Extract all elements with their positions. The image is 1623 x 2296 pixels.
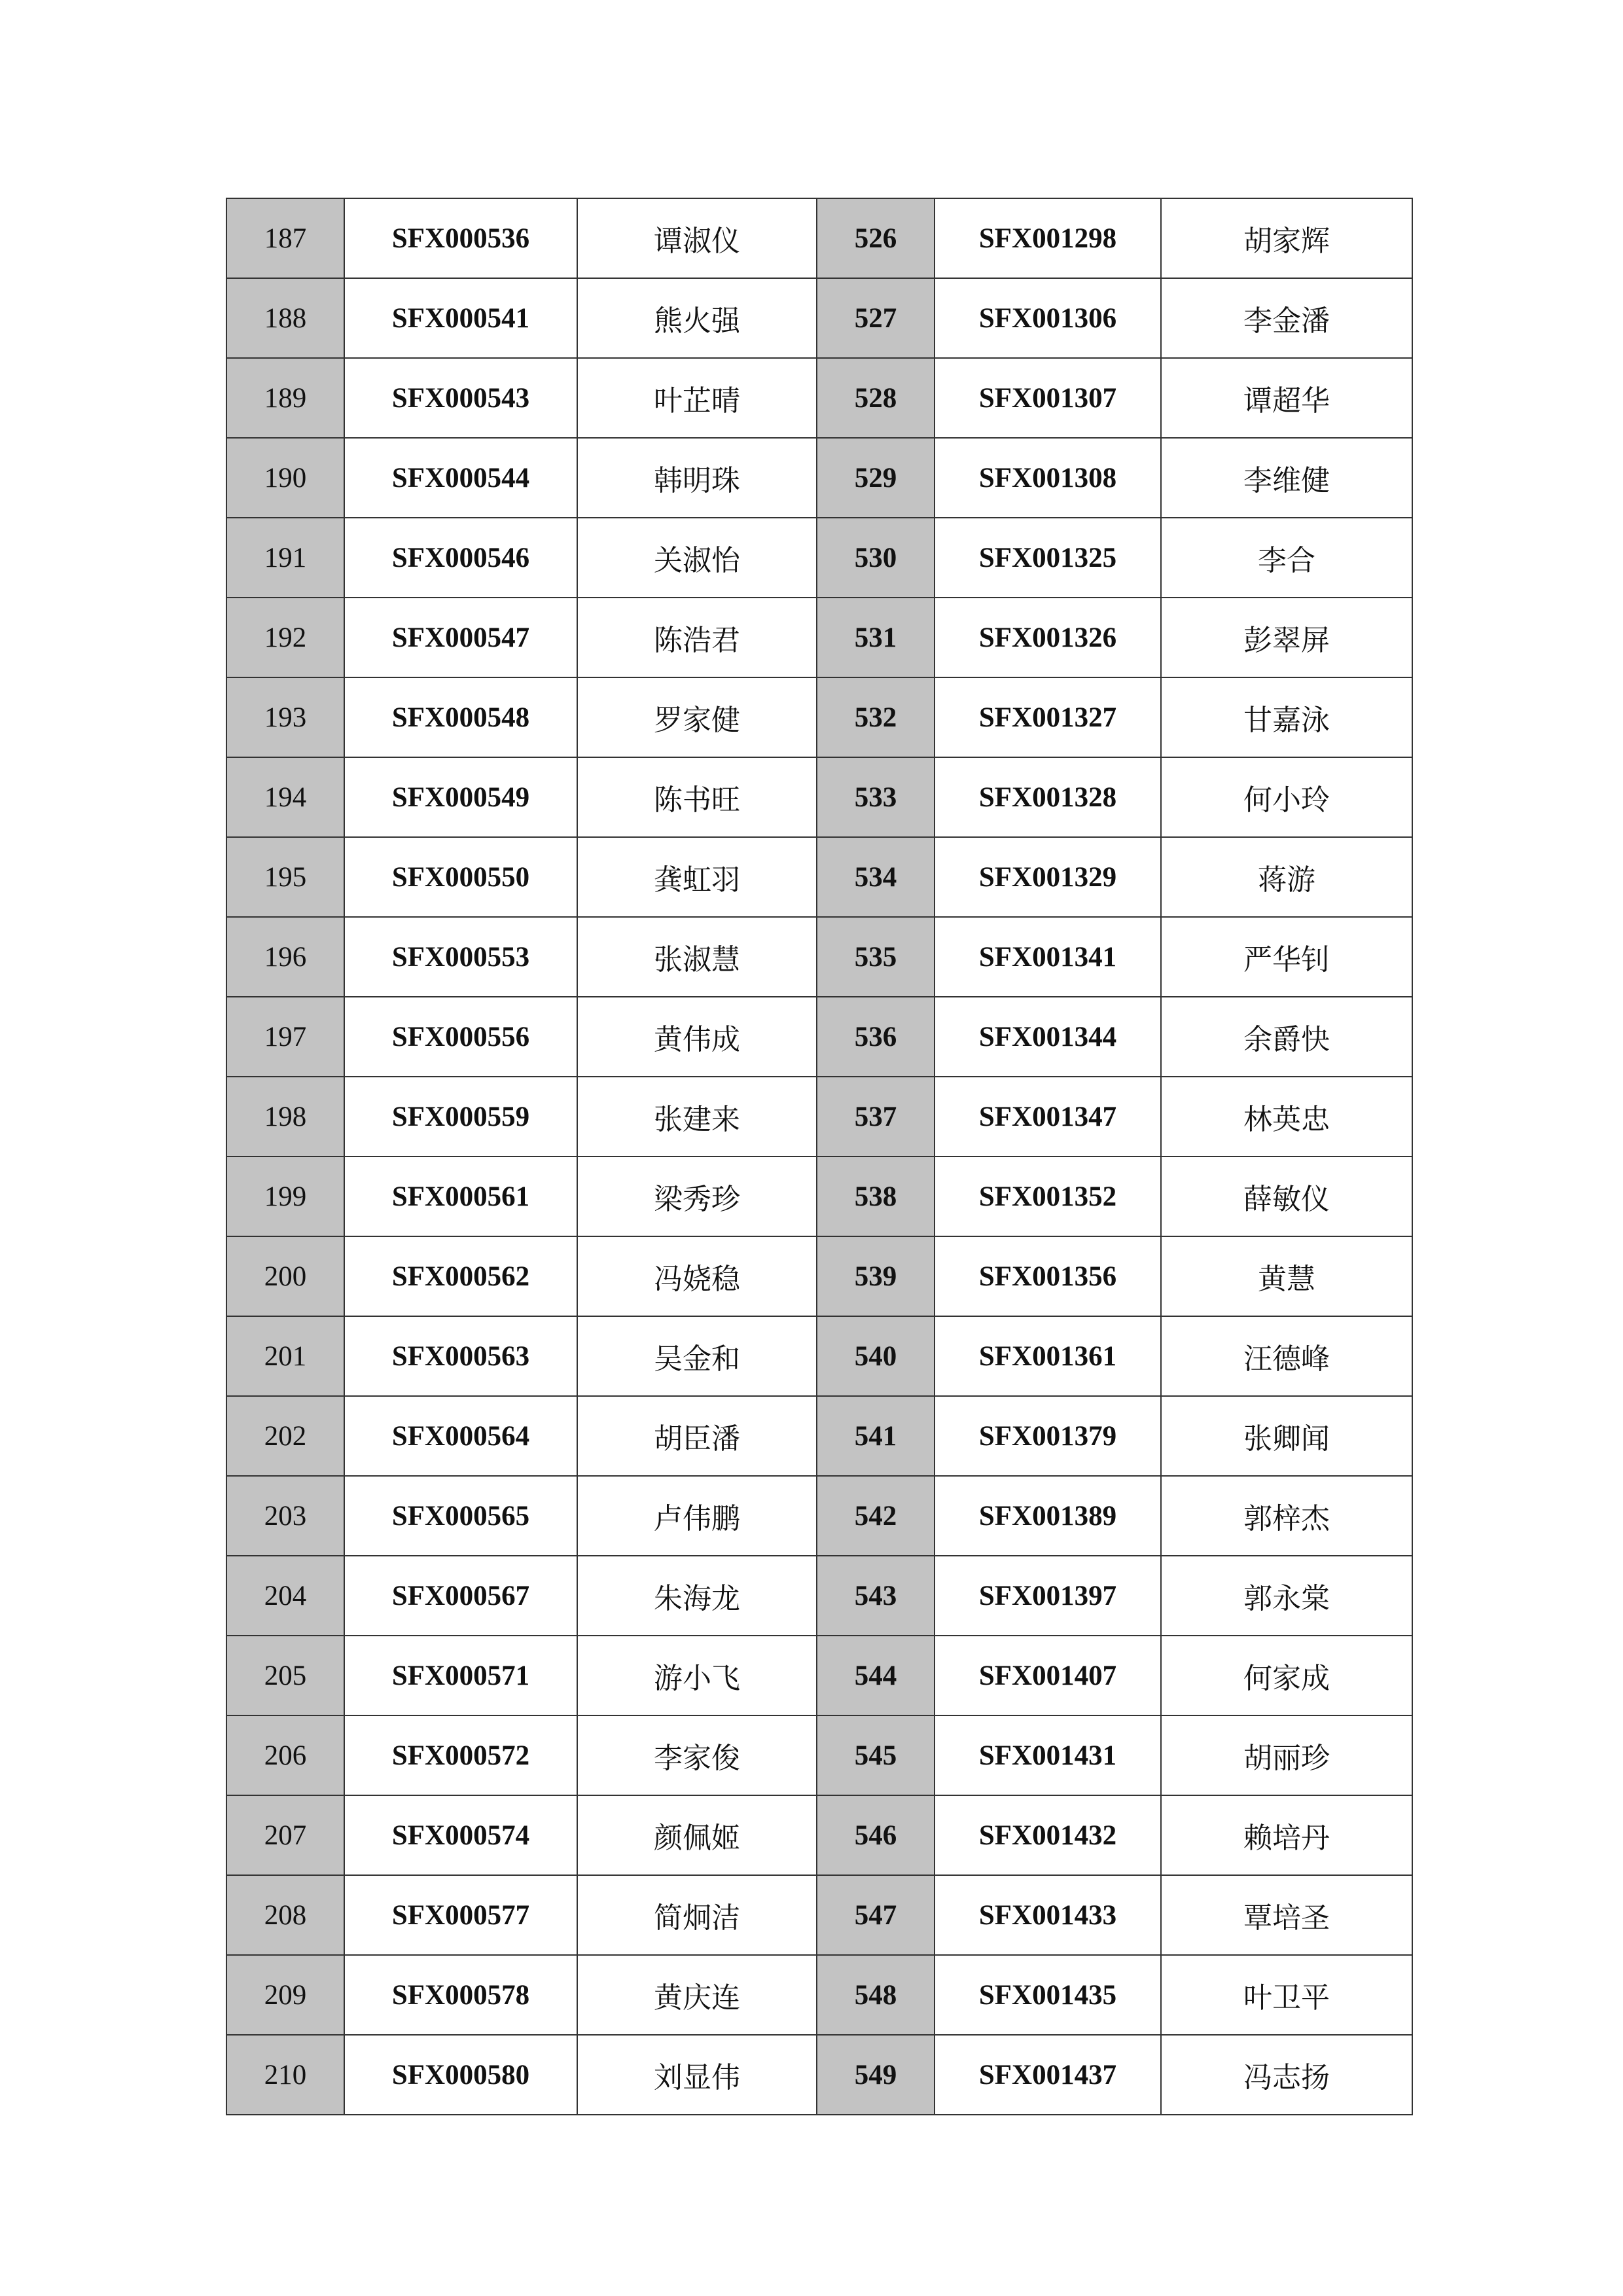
right-index-cell: 541: [817, 1396, 935, 1476]
left-code-cell: SFX000546: [344, 518, 577, 598]
right-index-cell: 544: [817, 1636, 935, 1715]
left-name-cell: 叶芷晴: [577, 358, 817, 438]
right-name-cell: 郭永棠: [1161, 1556, 1412, 1636]
right-code-cell: SFX001407: [935, 1636, 1161, 1715]
right-code-cell: SFX001308: [935, 438, 1161, 518]
left-name-cell: 朱海龙: [577, 1556, 817, 1636]
right-code-cell: SFX001352: [935, 1157, 1161, 1236]
left-name-cell: 卢伟鹏: [577, 1476, 817, 1556]
left-name-cell: 陈书旺: [577, 757, 817, 837]
table-row: [226, 2035, 1412, 2115]
left-index-cell: 200: [226, 1236, 344, 1316]
left-index-cell: 202: [226, 1396, 344, 1476]
left-name-cell: 张淑慧: [577, 917, 817, 997]
right-name-cell: 何小玲: [1161, 757, 1412, 837]
left-code-cell: SFX000578: [344, 1955, 577, 2035]
left-index-cell: 190: [226, 438, 344, 518]
table-row: [226, 1556, 1412, 1636]
table-row: [226, 1316, 1412, 1396]
roster-table: [226, 198, 1413, 2115]
right-index-cell: 548: [817, 1955, 935, 2035]
left-code-cell: SFX000563: [344, 1316, 577, 1396]
right-index-cell: 549: [817, 2035, 935, 2115]
left-code-cell: SFX000549: [344, 757, 577, 837]
right-index-cell: 539: [817, 1236, 935, 1316]
left-name-cell: 梁秀珍: [577, 1157, 817, 1236]
right-index-cell: 528: [817, 358, 935, 438]
right-index-cell: 540: [817, 1316, 935, 1396]
right-code-cell: SFX001326: [935, 598, 1161, 677]
left-code-cell: SFX000572: [344, 1715, 577, 1795]
right-name-cell: 严华钊: [1161, 917, 1412, 997]
right-code-cell: SFX001347: [935, 1077, 1161, 1157]
table-row: [226, 1157, 1412, 1236]
right-name-cell: 胡丽珍: [1161, 1715, 1412, 1795]
left-name-cell: 谭淑仪: [577, 198, 817, 278]
right-name-cell: 薛敏仪: [1161, 1157, 1412, 1236]
left-index-cell: 209: [226, 1955, 344, 2035]
right-index-cell: 543: [817, 1556, 935, 1636]
right-index-cell: 546: [817, 1795, 935, 1875]
right-name-cell: 黄慧: [1161, 1236, 1412, 1316]
right-name-cell: 李金潘: [1161, 278, 1412, 358]
right-index-cell: 547: [817, 1875, 935, 1955]
left-name-cell: 张建来: [577, 1077, 817, 1157]
left-index-cell: 188: [226, 278, 344, 358]
right-name-cell: 胡家辉: [1161, 198, 1412, 278]
left-code-cell: SFX000550: [344, 837, 577, 917]
table-row: [226, 438, 1412, 518]
left-index-cell: 193: [226, 677, 344, 757]
right-name-cell: 张卿闻: [1161, 1396, 1412, 1476]
right-code-cell: SFX001341: [935, 917, 1161, 997]
table-row: [226, 278, 1412, 358]
right-code-cell: SFX001325: [935, 518, 1161, 598]
left-code-cell: SFX000562: [344, 1236, 577, 1316]
table-row: [226, 358, 1412, 438]
left-name-cell: 刘显伟: [577, 2035, 817, 2115]
right-index-cell: 527: [817, 278, 935, 358]
table-row: [226, 1875, 1412, 1955]
left-name-cell: 龚虹羽: [577, 837, 817, 917]
right-code-cell: SFX001397: [935, 1556, 1161, 1636]
right-name-cell: 蒋游: [1161, 837, 1412, 917]
left-index-cell: 204: [226, 1556, 344, 1636]
left-name-cell: 黄庆连: [577, 1955, 817, 2035]
right-name-cell: 林英忠: [1161, 1077, 1412, 1157]
right-name-cell: 覃培圣: [1161, 1875, 1412, 1955]
left-index-cell: 201: [226, 1316, 344, 1396]
roster-body: [226, 198, 1412, 2115]
left-code-cell: SFX000553: [344, 917, 577, 997]
left-code-cell: SFX000567: [344, 1556, 577, 1636]
right-name-cell: 甘嘉泳: [1161, 677, 1412, 757]
right-index-cell: 529: [817, 438, 935, 518]
left-name-cell: 李家俊: [577, 1715, 817, 1795]
right-index-cell: 530: [817, 518, 935, 598]
left-name-cell: 黄伟成: [577, 997, 817, 1077]
right-name-cell: 谭超华: [1161, 358, 1412, 438]
right-index-cell: 542: [817, 1476, 935, 1556]
right-name-cell: 何家成: [1161, 1636, 1412, 1715]
table-row: [226, 677, 1412, 757]
right-index-cell: 526: [817, 198, 935, 278]
left-code-cell: SFX000541: [344, 278, 577, 358]
left-index-cell: 194: [226, 757, 344, 837]
right-code-cell: SFX001433: [935, 1875, 1161, 1955]
right-name-cell: 叶卫平: [1161, 1955, 1412, 2035]
right-code-cell: SFX001328: [935, 757, 1161, 837]
right-index-cell: 534: [817, 837, 935, 917]
table-row: [226, 917, 1412, 997]
table-row: [226, 1955, 1412, 2035]
right-index-cell: 531: [817, 598, 935, 677]
left-index-cell: 205: [226, 1636, 344, 1715]
left-name-cell: 熊火强: [577, 278, 817, 358]
left-name-cell: 冯娆稳: [577, 1236, 817, 1316]
table-row: [226, 837, 1412, 917]
right-code-cell: SFX001327: [935, 677, 1161, 757]
right-index-cell: 533: [817, 757, 935, 837]
left-index-cell: 206: [226, 1715, 344, 1795]
right-code-cell: SFX001431: [935, 1715, 1161, 1795]
table-row: [226, 1795, 1412, 1875]
left-name-cell: 颜佩姬: [577, 1795, 817, 1875]
table-row: [226, 1396, 1412, 1476]
left-code-cell: SFX000543: [344, 358, 577, 438]
left-index-cell: 187: [226, 198, 344, 278]
table-row: [226, 1236, 1412, 1316]
left-code-cell: SFX000571: [344, 1636, 577, 1715]
left-code-cell: SFX000561: [344, 1157, 577, 1236]
right-name-cell: 李合: [1161, 518, 1412, 598]
left-index-cell: 197: [226, 997, 344, 1077]
left-code-cell: SFX000574: [344, 1795, 577, 1875]
right-code-cell: SFX001389: [935, 1476, 1161, 1556]
right-code-cell: SFX001306: [935, 278, 1161, 358]
left-index-cell: 210: [226, 2035, 344, 2115]
right-index-cell: 537: [817, 1077, 935, 1157]
table-row: [226, 598, 1412, 677]
right-code-cell: SFX001344: [935, 997, 1161, 1077]
left-code-cell: SFX000577: [344, 1875, 577, 1955]
table-row: [226, 997, 1412, 1077]
right-code-cell: SFX001435: [935, 1955, 1161, 2035]
table-row: [226, 1476, 1412, 1556]
left-index-cell: 191: [226, 518, 344, 598]
right-code-cell: SFX001298: [935, 198, 1161, 278]
right-name-cell: 李维健: [1161, 438, 1412, 518]
right-code-cell: SFX001361: [935, 1316, 1161, 1396]
left-index-cell: 207: [226, 1795, 344, 1875]
left-code-cell: SFX000548: [344, 677, 577, 757]
right-name-cell: 余爵快: [1161, 997, 1412, 1077]
left-code-cell: SFX000536: [344, 198, 577, 278]
left-name-cell: 关淑怡: [577, 518, 817, 598]
right-index-cell: 535: [817, 917, 935, 997]
left-index-cell: 198: [226, 1077, 344, 1157]
right-index-cell: 545: [817, 1715, 935, 1795]
right-index-cell: 538: [817, 1157, 935, 1236]
left-code-cell: SFX000564: [344, 1396, 577, 1476]
left-index-cell: 203: [226, 1476, 344, 1556]
table-row: [226, 1715, 1412, 1795]
table-row: [226, 757, 1412, 837]
left-index-cell: 208: [226, 1875, 344, 1955]
left-index-cell: 189: [226, 358, 344, 438]
right-name-cell: 赖培丹: [1161, 1795, 1412, 1875]
left-name-cell: 陈浩君: [577, 598, 817, 677]
left-index-cell: 199: [226, 1157, 344, 1236]
table-row: [226, 1636, 1412, 1715]
left-index-cell: 192: [226, 598, 344, 677]
left-name-cell: 胡臣潘: [577, 1396, 817, 1476]
left-code-cell: SFX000559: [344, 1077, 577, 1157]
table-row: [226, 1077, 1412, 1157]
left-code-cell: SFX000547: [344, 598, 577, 677]
left-name-cell: 简炯洁: [577, 1875, 817, 1955]
table-row: [226, 518, 1412, 598]
right-name-cell: 汪德峰: [1161, 1316, 1412, 1396]
right-index-cell: 536: [817, 997, 935, 1077]
right-code-cell: SFX001432: [935, 1795, 1161, 1875]
left-code-cell: SFX000544: [344, 438, 577, 518]
right-code-cell: SFX001329: [935, 837, 1161, 917]
left-code-cell: SFX000556: [344, 997, 577, 1077]
left-index-cell: 196: [226, 917, 344, 997]
left-name-cell: 罗家健: [577, 677, 817, 757]
left-name-cell: 韩明珠: [577, 438, 817, 518]
right-name-cell: 冯志扬: [1161, 2035, 1412, 2115]
left-index-cell: 195: [226, 837, 344, 917]
right-code-cell: SFX001437: [935, 2035, 1161, 2115]
right-code-cell: SFX001379: [935, 1396, 1161, 1476]
left-code-cell: SFX000580: [344, 2035, 577, 2115]
table-row: [226, 198, 1412, 278]
left-name-cell: 吴金和: [577, 1316, 817, 1396]
right-name-cell: 彭翠屏: [1161, 598, 1412, 677]
right-name-cell: 郭梓杰: [1161, 1476, 1412, 1556]
right-code-cell: SFX001307: [935, 358, 1161, 438]
left-code-cell: SFX000565: [344, 1476, 577, 1556]
right-code-cell: SFX001356: [935, 1236, 1161, 1316]
right-index-cell: 532: [817, 677, 935, 757]
left-name-cell: 游小飞: [577, 1636, 817, 1715]
